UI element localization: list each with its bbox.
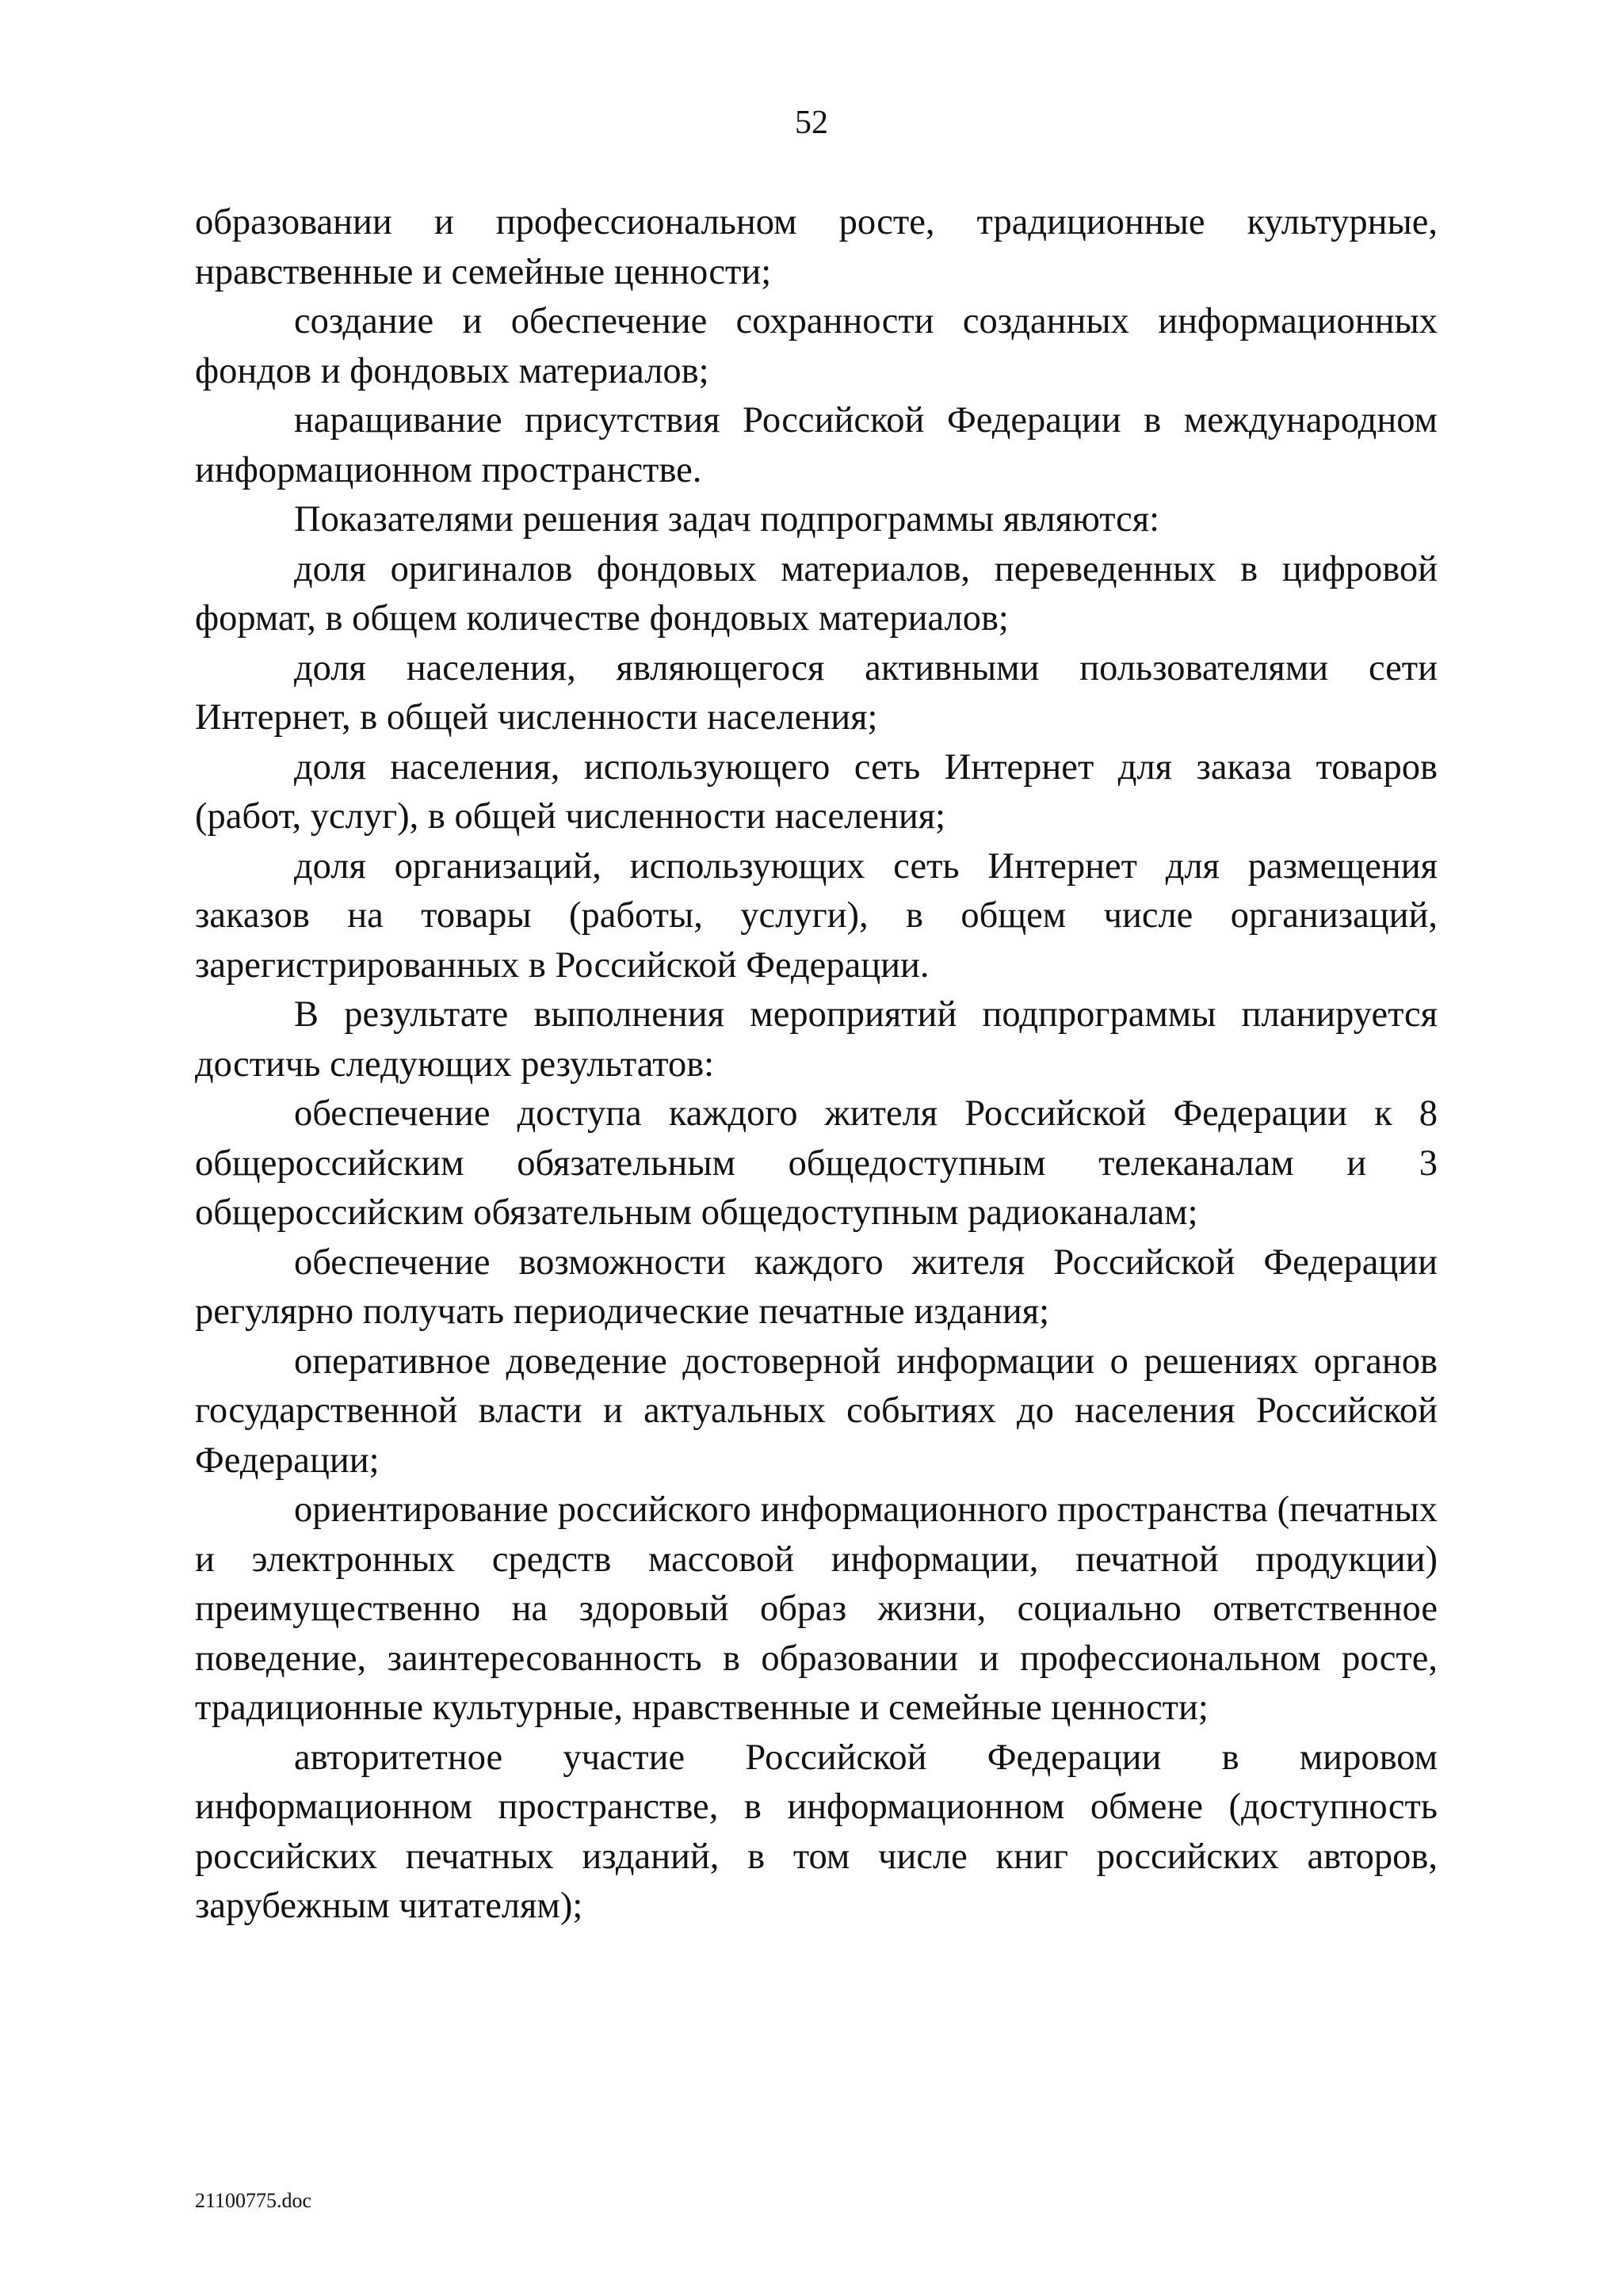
page-number: 52 [795, 105, 828, 141]
body-paragraph: обеспечение возможности каждого жителя Российской Федерации регулярно получать периодические печатные издания; [195, 1241, 1438, 1332]
body-paragraph: создание и обеспечение сохранности созданных информационных фондов и фондовых материалов; [195, 301, 1438, 391]
body-paragraph: доля оригиналов фондовых материалов, переведенных в цифровой формат, в общем количестве фондовых материалов; [195, 548, 1438, 639]
body-paragraph: ориентирование российского информационного пространства (печатных и электронных средств массовой информации, печатной продукции) преимущественно на здоровый образ жизни, социально ответственное поведение, заинтересованность в образовании и профессиональном росте, традиционные культурные, нравственные и семейные ценности; [195, 1489, 1438, 1728]
body-paragraph: оперативное доведение достоверной информации о решениях органов государственной власти и актуальных событиях до населения Российской Федерации; [195, 1341, 1438, 1481]
body-paragraph: наращивание присутствия Российской Федерации в международном информационном пространстве. [195, 400, 1438, 490]
body-paragraph: Показателями решения задач подпрограммы являются: [294, 499, 1160, 540]
body-paragraph: образовании и профессиональном росте, традиционные культурные, нравственные и семейные ценности; [195, 202, 1438, 292]
body-paragraph: доля организаций, использующих сеть Интернет для размещения заказов на товары (работы, услуги), в общем числе организаций, зарегистрированных в Российской Федерации. [195, 845, 1438, 986]
body-paragraph: В результате выполнения мероприятий подпрограммы планируется достичь следующих результатов: [195, 994, 1438, 1085]
document-filename-footer: 21100775.doc [195, 2189, 312, 2212]
body-paragraph: доля населения, являющегося активными пользователями сети Интернет, в общей численности населения; [195, 647, 1438, 738]
body-paragraph: обеспечение доступа каждого жителя Российской Федерации к 8 общероссийским обязательным общедоступным телеканалам и 3 общероссийским обязательным общедоступным радиоканалам; [195, 1093, 1438, 1233]
body-paragraph: авторитетное участие Российской Федерации в мировом информационном пространстве, в информационном обмене (доступность российских печатных изданий, в том числе книг российских авторов, зарубежным читателям); [195, 1737, 1438, 1926]
document-body [195, 198, 1438, 1932]
body-paragraph: доля населения, использующего сеть Интернет для заказа товаров (работ, услуг), в общей численности населения; [195, 746, 1438, 837]
